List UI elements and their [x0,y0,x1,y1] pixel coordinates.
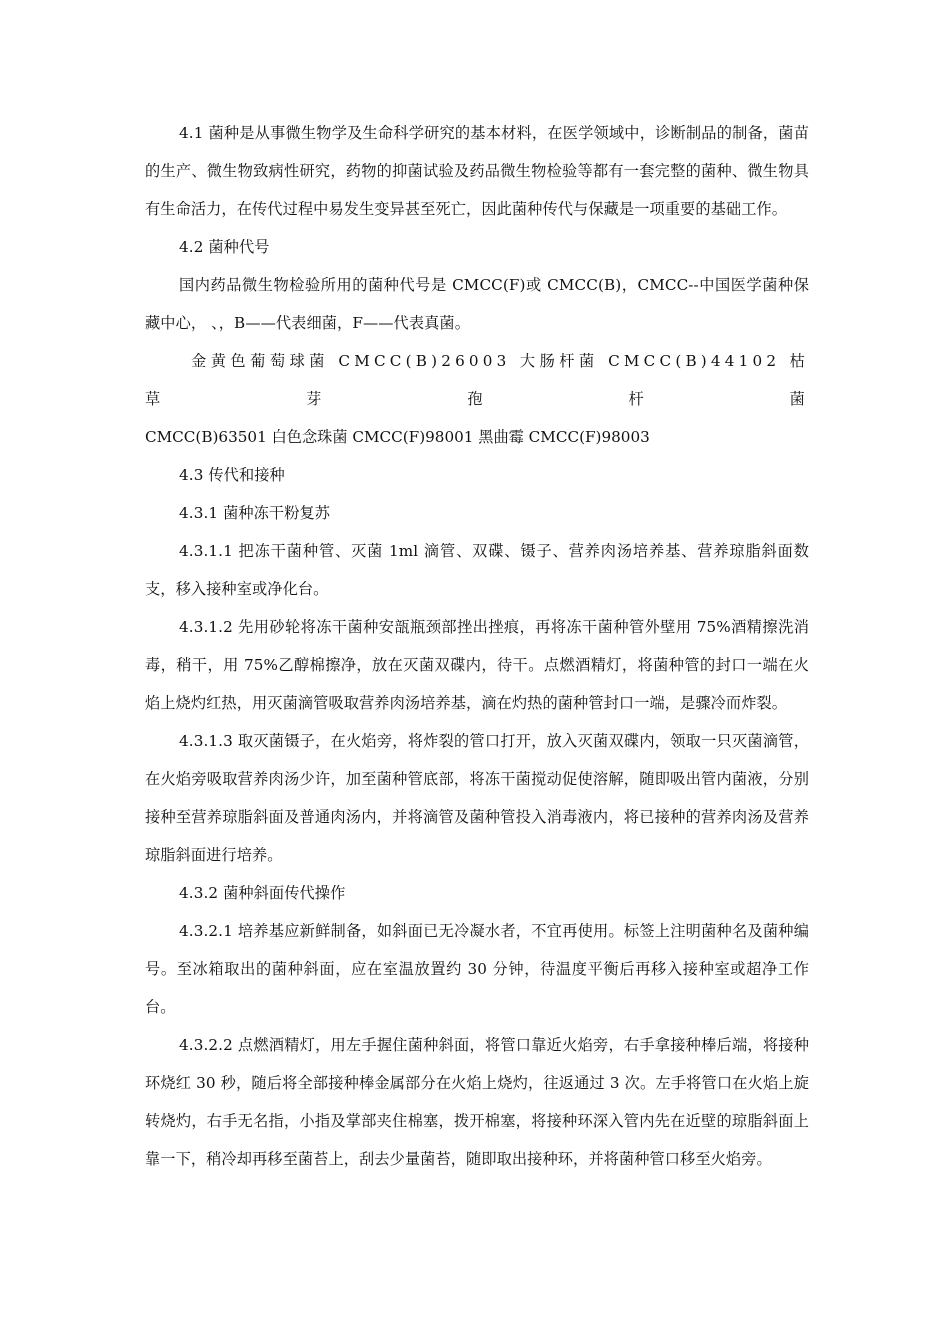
strain-list-line-2: CMCC(B)63501 白色念珠菌 CMCC(F)98001 黑曲霉 CMCC(F)98003 [145,428,650,446]
heading-4-3-1: 4.3.1 菌种冻干粉复苏 [179,504,331,522]
paragraph-4-1: 4.1 菌种是从事微生物学及生命科学研究的基本材料，在医学领域中，诊断制品的制备，菌苗的生产、微生物致病性研究，药物的抑菌试验及药品微生物检验等都有一套完整的菌种、微生物具有生命活力，在传代过程中易发生变异甚至死亡，因此菌种传代与保藏是一项重要的基础工作。 [145,124,809,218]
paragraph-4-3-1-1: 4.3.1.1 把冻干菌种管、灭菌 1ml 滴管、双碟、镊子、营养肉汤培养基、营养琼脂斜面数支，移入接种室或净化台。 [145,542,809,598]
paragraph-4-3-2-1: 4.3.2.1 培养基应新鲜制备，如斜面已无冷凝水者，不宜再使用。标签上注明菌种名及菌种编号。至冰箱取出的菌种斜面，应在室温放置约 30 分钟，待温度平衡后再移入接种室或超净工作台。 [145,922,809,1016]
paragraph-4-2-body: 国内药品微生物检验所用的菌种代号是 CMCC(F)或 CMCC(B)，CMCC--中国医学菌种保藏中心， 、，B——代表细菌，F——代表真菌。 [145,276,809,332]
strain-list-line-1: 金黄色葡萄球菌 CMCC(B)26003 大肠杆菌 CMCC(B)44102 枯草芽孢杆菌 [145,352,809,408]
heading-4-3-2: 4.3.2 菌种斜面传代操作 [179,884,346,902]
paragraph-4-3-1-3: 4.3.1.3 取灭菌镊子，在火焰旁，将炸裂的管口打开，放入灭菌双碟内，领取一只灭菌滴管，在火焰旁吸取营养肉汤少许，加至菌种管底部，将冻干菌搅动促使溶解，随即吸出管内菌液，分别接种至营养琼脂斜面及普通肉汤内，并将滴管及菌种管投入消毒液内，将已接种的营养肉汤及营养琼脂斜面进行培养。 [145,732,809,864]
document-body [145,114,809,1178]
paragraph-4-3-1-2: 4.3.1.2 先用砂轮将冻干菌种安瓿瓶颈部挫出挫痕，再将冻干菌种管外壁用 75%酒精擦洗消毒，稍干，用 75%乙醇棉擦净，放在灭菌双碟内，待干。点燃酒精灯，将菌种管的封口一端在火焰上烧灼红热，用灭菌滴管吸取营养肉汤培养基，滴在灼热的菌种管封口一端，是骤冷而炸裂。 [145,618,809,712]
heading-4-3: 4.3 传代和接种 [179,466,285,484]
paragraph-4-3-2-2: 4.3.2.2 点燃酒精灯，用左手握住菌种斜面，将管口靠近火焰旁，右手拿接种棒后端，将接种环烧红 30 秒，随后将全部接种棒金属部分在火焰上烧灼，往返通过 3 次。左手将管口在火焰上旋转烧灼，右手无名指，小指及掌部夹住棉塞，拨开棉塞，将接种环深入管内先在近壁的琼脂斜面上靠一下，稍冷却再移至菌苔上，刮去少量菌苔，随即取出接种环，并将菌种管口移至火焰旁。 [145,1036,809,1168]
heading-4-2: 4.2 菌种代号 [179,238,270,256]
